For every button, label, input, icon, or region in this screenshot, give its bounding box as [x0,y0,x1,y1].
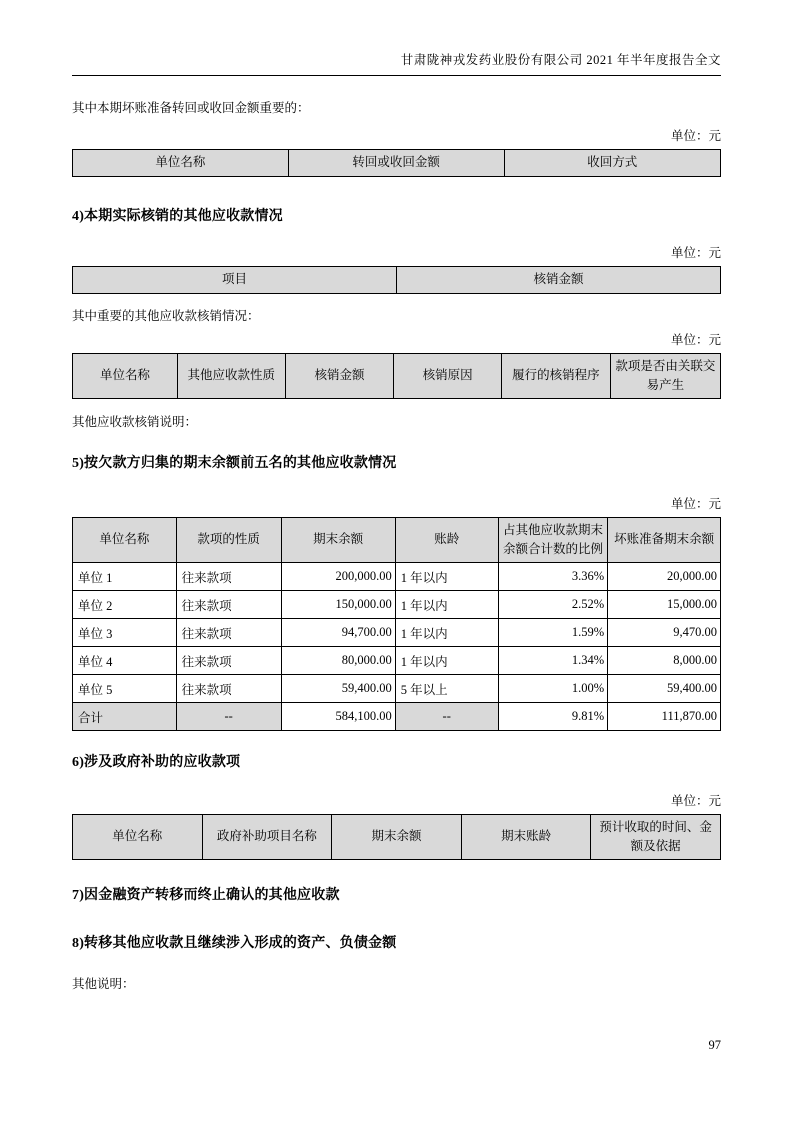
page-header-title: 甘肃陇神戎发药业股份有限公司 2021 年半年度报告全文 [72,0,721,76]
column-header: 账龄 [395,518,498,563]
table-header-row [73,518,721,563]
cell-ending-balance: 80,000.00 [281,647,395,675]
table-row [73,675,721,703]
column-header: 款项的性质 [176,518,281,563]
table-header-row [73,267,721,294]
table-total-row [73,703,721,731]
cell-bad-debt: 9,470.00 [608,619,721,647]
column-header: 占其他应收款期末余额合计数的比例 [498,518,608,563]
column-header: 政府补助项目名称 [202,815,332,860]
cell-nature: 往来款项 [176,563,281,591]
column-header: 核销金额 [285,354,394,399]
section-heading-8: 8)转移其他应收款且继续涉入形成的资产、负债金额 [72,936,397,951]
unit-label: 单位：元 [670,333,721,347]
column-header: 核销金额 [397,267,721,294]
cell-nature: 往来款项 [176,647,281,675]
column-header: 期末余额 [332,815,462,860]
cell-aging: 1 年以内 [395,647,498,675]
page-number: 97 [708,1038,721,1052]
column-header: 项目 [73,267,397,294]
writeoff-explain-note: 其他应收款核销说明： [72,415,198,429]
column-header: 核销原因 [394,354,502,399]
section-heading-4: 4)本期实际核销的其他应收款情况 [72,209,283,224]
cell-unit-name: 单位 2 [73,591,177,619]
cell-ending-balance: 150,000.00 [281,591,395,619]
writeoff-summary-table [72,266,721,294]
column-header: 单位名称 [73,150,289,177]
recovery-intro-text: 其中本期坏账准备转回或收回金额重要的： [72,101,310,115]
cell-ending-balance: 200,000.00 [281,563,395,591]
column-header: 单位名称 [73,815,203,860]
cell-nature: 往来款项 [176,619,281,647]
cell-total-ratio: 9.81% [498,703,608,731]
cell-unit-name: 单位 5 [73,675,177,703]
cell-ratio: 1.59% [498,619,608,647]
cell-bad-debt: 20,000.00 [608,563,721,591]
column-header: 单位名称 [73,354,178,399]
cell-aging: 5 年以上 [395,675,498,703]
cell-bad-debt: 15,000.00 [608,591,721,619]
cell-unit-name: 单位 4 [73,647,177,675]
writeoff-detail-table [72,353,721,399]
cell-aging: 1 年以内 [395,619,498,647]
table-row [73,591,721,619]
unit-label: 单位：元 [670,794,721,808]
cell-ratio: 1.34% [498,647,608,675]
cell-total-bad-debt: 111,870.00 [608,703,721,731]
cell-nature: 往来款项 [176,675,281,703]
cell-ending-balance: 59,400.00 [281,675,395,703]
table-row [73,647,721,675]
cell-ratio: 1.00% [498,675,608,703]
unit-label: 单位：元 [670,497,721,511]
column-header: 转回或收回金额 [288,150,504,177]
column-header: 其他应收款性质 [177,354,285,399]
table-row [73,619,721,647]
column-header: 收回方式 [504,150,720,177]
subsidy-table [72,814,721,860]
cell-total-aging: -- [395,703,498,731]
section-heading-5: 5)按欠款方归集的期末余额前五名的其他应收款情况 [72,456,397,471]
column-header: 坏账准备期末余额 [608,518,721,563]
recovery-table [72,149,721,177]
column-header: 款项是否由关联交易产生 [610,354,720,399]
column-header: 预计收取的时间、金额及依据 [591,815,721,860]
cell-bad-debt: 59,400.00 [608,675,721,703]
cell-unit-name: 单位 1 [73,563,177,591]
writeoff-important-note: 其中重要的其他应收款核销情况： [72,309,260,323]
table-header-row [73,815,721,860]
column-header: 期末账龄 [461,815,591,860]
column-header: 履行的核销程序 [501,354,610,399]
column-header: 期末余额 [281,518,395,563]
cell-bad-debt: 8,000.00 [608,647,721,675]
cell-ratio: 2.52% [498,591,608,619]
table-header-row [73,354,721,399]
section-heading-7: 7)因金融资产转移而终止确认的其他应收款 [72,888,340,903]
unit-label: 单位：元 [670,246,721,260]
cell-nature: 往来款项 [176,591,281,619]
top5-receivables-table [72,517,721,731]
cell-unit-name: 单位 3 [73,619,177,647]
table-row [73,563,721,591]
cell-total-balance: 584,100.00 [281,703,395,731]
cell-total-nature: -- [176,703,281,731]
section-heading-6: 6)涉及政府补助的应收款项 [72,755,241,770]
cell-ratio: 3.36% [498,563,608,591]
table-header-row [73,150,721,177]
cell-ending-balance: 94,700.00 [281,619,395,647]
cell-aging: 1 年以内 [395,563,498,591]
cell-aging: 1 年以内 [395,591,498,619]
cell-total-label: 合计 [73,703,177,731]
unit-label: 单位：元 [670,129,721,143]
other-note: 其他说明： [72,977,135,991]
column-header: 单位名称 [73,518,177,563]
